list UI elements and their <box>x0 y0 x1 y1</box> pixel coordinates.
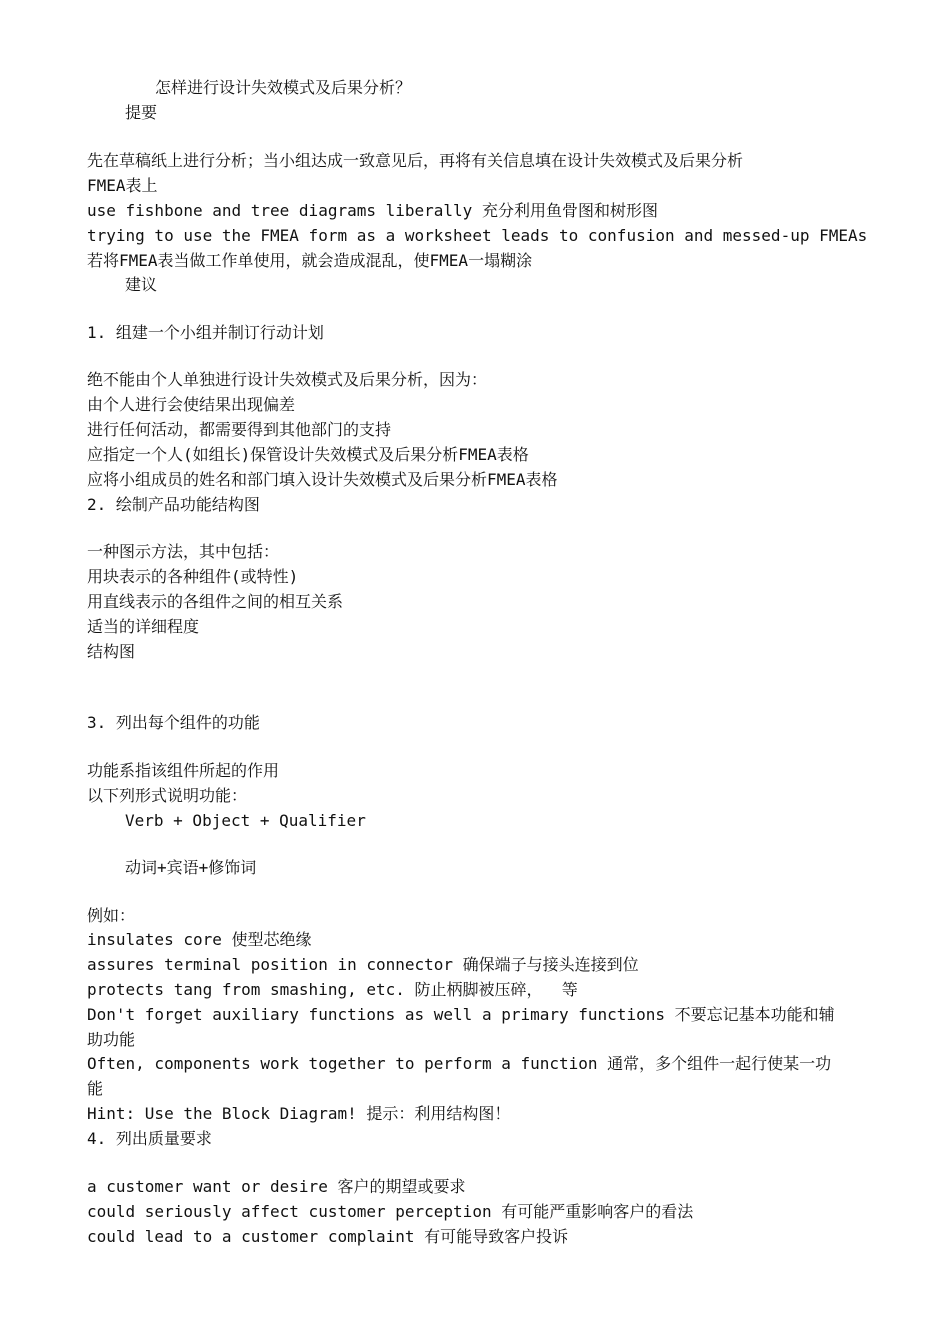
section-line: 用块表示的各种组件(或特性) <box>87 567 299 586</box>
section-line: a customer want or desire 客户的期望或要求 <box>87 1177 466 1196</box>
example-line: Hint: Use the Block Diagram! 提示：利用结构图！ <box>87 1104 511 1123</box>
section-line: 结构图 <box>87 642 136 661</box>
section-line: 进行任何活动，都需要得到其他部门的支持 <box>87 420 392 439</box>
advice-heading: 建议 <box>125 275 158 294</box>
summary-paragraph-line: FMEA表上 <box>87 176 158 195</box>
section-heading: 3. 列出每个组件的功能 <box>87 713 260 732</box>
example-line: 助功能 <box>87 1030 136 1049</box>
page-title: 怎样进行设计失效模式及后果分析？ <box>155 78 412 97</box>
section-line: 适当的详细程度 <box>87 617 200 636</box>
example-label: 例如： <box>87 906 136 925</box>
section-line: 用直线表示的各组件之间的相互关系 <box>87 592 344 611</box>
summary-heading: 提要 <box>125 103 158 122</box>
summary-paragraph-line: 若将FMEA表当做工作单使用，就会造成混乱，使FMEA一塌糊涂 <box>87 251 533 270</box>
summary-paragraph-line: use fishbone and tree diagrams liberally 充分利用鱼骨图和树形图 <box>87 201 658 220</box>
example-line: insulates core 使型芯绝缘 <box>87 930 312 949</box>
section-line: could lead to a customer complaint 有可能导致客户投诉 <box>87 1227 569 1246</box>
example-line: Don't forget auxiliary functions as well a primary functions 不要忘记基本功能和辅 <box>87 1005 835 1024</box>
summary-paragraph-line: 先在草稿纸上进行分析；当小组达成一致意见后，再将有关信息填在设计失效模式及后果分析 <box>87 151 744 170</box>
section-line: 应指定一个人(如组长)保管设计失效模式及后果分析FMEA表格 <box>87 445 529 464</box>
example-line: Often, components work together to perform a function 通常，多个组件一起行使某一功 <box>87 1054 832 1073</box>
formula-chinese: 动词+宾语+修饰词 <box>125 858 257 877</box>
section-line: could seriously affect customer perception 有可能严重影响客户的看法 <box>87 1202 694 1221</box>
section-line: 应将小组成员的姓名和部门填入设计失效模式及后果分析FMEA表格 <box>87 470 558 489</box>
section-heading: 4. 列出质量要求 <box>87 1129 212 1148</box>
section-line: 绝不能由个人单独进行设计失效模式及后果分析，因为： <box>87 370 488 389</box>
section-line: 以下列形式说明功能： <box>87 786 248 805</box>
section-line: 功能系指该组件所起的作用 <box>87 761 280 780</box>
section-line: 由个人进行会使结果出现偏差 <box>87 395 296 414</box>
section-line: 一种图示方法，其中包括： <box>87 542 280 561</box>
section-heading: 2. 绘制产品功能结构图 <box>87 495 260 514</box>
formula-english: Verb + Object + Qualifier <box>125 811 366 830</box>
section-heading: 1. 组建一个小组并制订行动计划 <box>87 323 324 342</box>
example-line: protects tang from smashing, etc. 防止柄脚被压碎， 等 <box>87 980 578 999</box>
example-line: assures terminal position in connector 确保端子与接头连接到位 <box>87 955 639 974</box>
summary-paragraph-line: trying to use the FMEA form as a worksheet leads to confusion and messed-up FMEAs <box>87 226 868 245</box>
example-line: 能 <box>87 1079 104 1098</box>
